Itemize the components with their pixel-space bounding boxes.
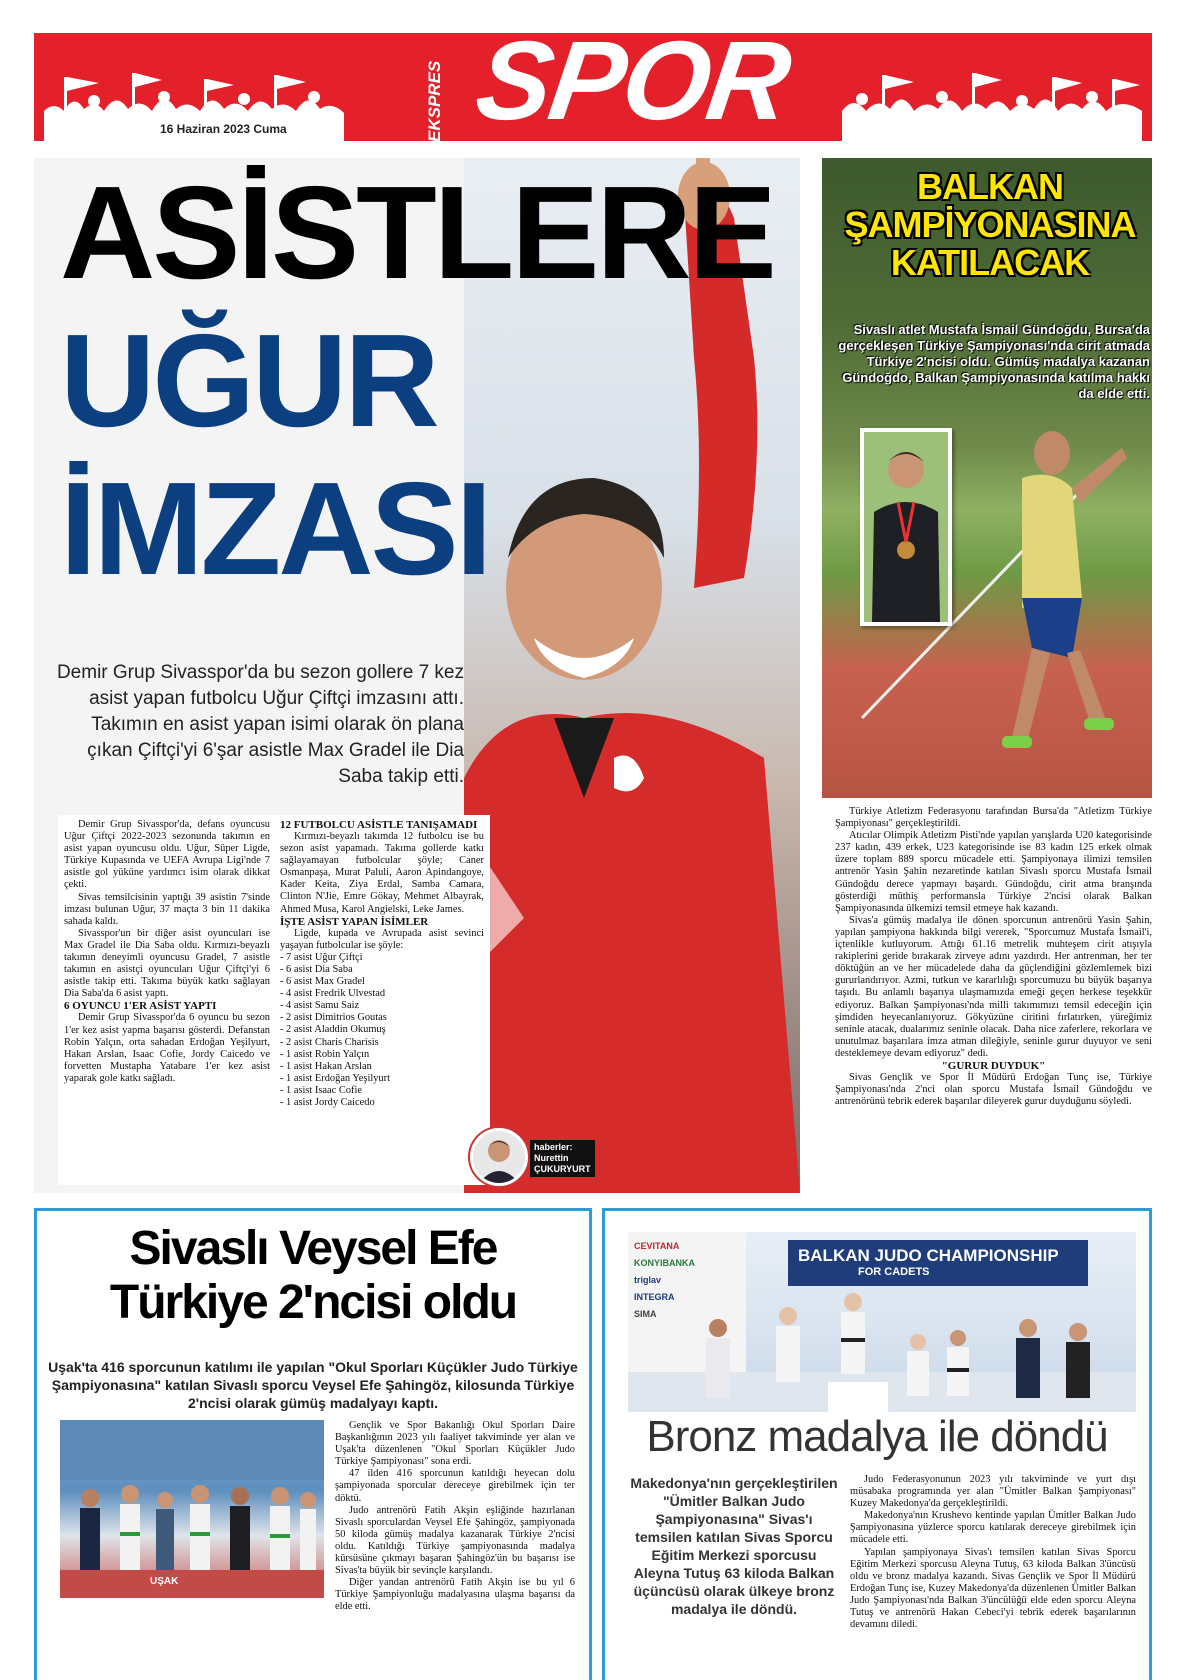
balkan-headline xyxy=(830,168,1150,282)
list-item: - 6 asist Dia Saba xyxy=(280,963,353,975)
list-item: - 1 asist Erdoğan Yeşilyurt xyxy=(280,1072,390,1084)
assist-list xyxy=(280,952,484,1109)
crowd-silhouette-right-icon xyxy=(842,71,1142,141)
photo-banner-text: UŞAK xyxy=(150,1576,179,1587)
paragraph: Sivasspor'un bir diğer asist oyuncuları ise Max Gradel ile Dia Saba oldu. Kırmızı-beyazlı takımın deneyimli oyuncusu Gradel, 7 asistle takımın en asistçi oyuncuları Uğur Çiftçi'yi 6 asistle takip etti. Takıma büyük katkı sağlayan Dia Saba'da 6 asist yaptı. xyxy=(64,927,270,1000)
paragraph: Türkiye Atletizm Federasyonu tarafından Bursa'da "Atletizm Türkiye Şampiyonası" gerçekleştirildi. xyxy=(835,806,1152,830)
list-item: - 1 asist Robin Yalçın xyxy=(280,1048,370,1060)
sponsor-logo: triglav xyxy=(634,1275,662,1285)
brand-ekspres: EKSPRES xyxy=(425,60,444,142)
person-icon xyxy=(473,1131,525,1183)
list-item: - 1 asist Isaac Cofie xyxy=(280,1084,362,1096)
bronz-article-body xyxy=(850,1474,1136,1631)
athlete-portrait xyxy=(860,428,952,626)
paragraph: Demir Grup Sivasspor'da, defans oyuncusu Uğur Çiftçi 2022-2023 sezonunda takımın en asist yapan oyuncusu oldu. Uğur, Süper Ligde, Türkiye Kupasında ve UEFA Avrupa Ligi'nde 7 asistle gol yüküne yardımcı isim olarak dikkat çekti. xyxy=(64,819,270,891)
paragraph: Demir Grup Sivasspor'da 6 oyuncu bu sezon 1'er kez asist yapma başarısı gösterdi. Defanstan Robin Yalçın, orta sahadan Erdoğan Yeşilyurt, Hakan Arslan, Isaac Cofie, Jordy Caicedo ve forvetten Mustapha Yatabare 1'er kez asist yaparak gole katkı sağladı. xyxy=(64,1012,270,1084)
subheading: 6 OYUNCU 1'ER ASİST YAPTI xyxy=(64,1000,217,1013)
list-item: - 2 asist Charis Charisis xyxy=(280,1036,379,1048)
reporter-tag xyxy=(530,1140,595,1177)
section-logo: SPOR xyxy=(469,18,797,143)
headline-line-2: UĞUR xyxy=(60,307,437,454)
sponsor-logo: INTEGRA xyxy=(634,1292,675,1302)
main-subheadline: Demir Grup Sivasspor'da bu sezon gollere 7 kez asist yapan futbolcu Uğur Çiftçi imzasını attı. Takımın en asist yapan isimi olarak ön plana çıkan Çiftçi'yi 6'şar asistle Max Gradel ile Dia Saba takip etti. xyxy=(56,662,464,787)
veysel-headline-line: Sivaslı Veysel Efe xyxy=(129,1222,497,1275)
paragraph: Judo Federasyonunun 2023 yılı takviminde ve yurt dışı müsabaka programında yer alan "Ümitler Balkan Şampiyonası" Kuzey Makedonya'da gerçekleştirildi. xyxy=(850,1474,1136,1510)
veysel-subheadline: Uşak'ta 416 sporcunun katılımı ile yapılan "Okul Sporları Küçükler Judo Türkiye Şampiyonasına" katılan Sivaslı sporcu Veysel Efe Şahingöz, kilosunda Türkiye 2'ncisi olarak gümüş madalyayı kaptı. xyxy=(48,1359,578,1411)
judo-team-photo xyxy=(60,1420,324,1598)
paragraph: Kırmızı-beyazlı takımda 12 futbolcu ise bu sezon asist yapamadı. Takıma gollerde katkı sağlayamayan futbolcular şöyle; Caner Osmanpaşa, Murat Paluli, Aaron Apindangoye, Kader Keita, Ziya Erdal, Samba Camara, Clinton N'Jie, Emre Gökay, Mehmet Albayrak, Ahmed Musa, Karol Angielski, Leke James. xyxy=(280,831,484,915)
reporter-name: Nurettin xyxy=(534,1153,569,1163)
main-article-body xyxy=(58,815,490,1185)
list-item: - 4 asist Fredrik Ulvestad xyxy=(280,988,386,1000)
veysel-headline-line: Türkiye 2'ncisi oldu xyxy=(109,1276,517,1329)
sponsor-logo: CEVITANA xyxy=(634,1241,680,1251)
balkan-subheadline: Sivaslı atlet Mustafa İsmail Gündoğdu, Bursa'da gerçekleşen Türkiye Şampiyonası'nda cirit atmada Türkiye 2'ncisi oldu. Gümüş madalya kazanan Gündoğdo, Balkan Şampiyonasında katılma hakkı da elde etti. xyxy=(838,322,1150,401)
balkan-headline-line: KATILACAK xyxy=(890,242,1090,283)
footballer-figure-icon xyxy=(464,158,800,1193)
list-item: - 6 asist Max Gradel xyxy=(280,976,365,988)
bronz-subheadline: Makedonya'nın gerçekleştirilen "Ümitler Balkan Judo Şampiyonasına" Sivas'ı temsilen katılan Sivas Sporcu Eğitim Merkezi sporcusu Aleyna Tutuş 63 kiloda Balkan üçüncüsü olarak ülkeye bronz madalya ile döndü. xyxy=(630,1475,838,1617)
list-item: - 1 asist Jordy Caicedo xyxy=(280,1096,375,1108)
paragraph: Diğer yandan antrenörü Fatih Akşin ise bu yıl 6 Türkiye Şampiyonluğu madalyasına ulaşma başarısı da elde etti. xyxy=(335,1577,575,1613)
photo-banner-text: BALKAN JUDO CHAMPIONSHIP xyxy=(798,1246,1059,1265)
paragraph: Judo antrenörü Fatih Akşin eşliğinde hazırlanan Sivaslı sporculardan Veysel Efe Şahingöz, şampiyonada 50 kiloda gümüş madalya kazanarak Türkiye 2'ncisi oldu. Katıldığı Türkiye şampiyonasında madalya kürsüsüne çıkmayı başaran Şahingöz'ün bu başarısı ise Sivas'ta büyük bir sevinçle karşılandı. xyxy=(335,1504,575,1577)
list-item: - 7 asist Uğur Çiftçi xyxy=(280,951,363,963)
paragraph: Gençlik ve Spor Bakanlığı Okul Sporları Daire Başkanlığının 2023 yılı faaliyet takviminde yer alan ve Uşak'ta düzenlenen "Okul Sporları Küçükler Judo Türkiye Şampiyonası" sona erdi. xyxy=(335,1420,575,1468)
paragraph: Sivas'a gümüş madalya ile dönen sporcunun antrenörü Yasin Şahin, yapılan şampiyona hakkında bilgi vererek, "Sporcumuz Mustafa İsmail'i, içtenlikle kutluyorum. Attığı 61.16 metrelik muhteşem cirit atışıyla rakiplerini geride bırakarak zirveye adını yazdırdı. Her antrenman, her ter döktüğün an ve her mücadelede daha da güçlendiğini gözlemlemek bizi gururlandırıyor. Azmi, tutkun ve kararlılığı sporcumuzu bu büyük başarıya taşıdı. Bu anlamlı başarıya ulaşmamızda emeği geçen herkese teşekkür ediyoruz. Balkan Şampiyonası'nda milli takımımızı temsil edeceğin için şimdiden heyecanlanıyoruz. Gökyüzüne ciritini fırlatırken, yüreğimiz seninle atacak, dualarımız seninle olacak. Daha nice zaferlere, rekorlara ve unutulmaz başarılara imza atman dileğiyle, seninle gurur duyuyor ve seni desteklemeye devam ediyoruz" dedi. xyxy=(835,914,1152,1059)
subheading: "GURUR DUYDUK" xyxy=(941,1059,1046,1072)
headline-line-1: ASİSTLERE xyxy=(60,159,774,306)
veysel-article-body xyxy=(335,1420,575,1614)
veysel-headline xyxy=(34,1222,592,1330)
paragraph: Yapılan şampiyonaya Sivas'ı temsilen katılan Sivas Sporcu Eğitim Merkezi sporcusu Aleyna Tutuş, 63 kiloda Balkan 3'üncüsü oldu ve bronz madalya kazandı. Sivas Gençlik ve Spor İl Müdürü Erdoğan Tunç ise, Kuzey Makedonya'da düzenlenen Ümitler Balkan Judo Şampiyonası'nda Balkan 3'üncülüğü elde eden sporcu Aleyna Tutuş ve antrenörü Hakan Cebeci'yi tebrik ederek başarılarının devamını diledi. xyxy=(850,1546,1136,1631)
list-item: - 2 asist Aladdin Okumuş xyxy=(280,1024,386,1036)
bronz-headline: Bronz madalya ile döndü xyxy=(646,1412,1108,1461)
balkan-headline-line: ŞAMPİYONASINA xyxy=(844,204,1136,245)
balkan-headline-line: BALKAN xyxy=(917,166,1063,207)
paragraph: Atıcılar Olimpik Atletizm Pisti'nde yapılan yarışlarda U20 kategorisinde 237 kadın, 439 erkek, U23 kategorisinde ise 83 kadın 125 erkek olmak üzere toplam 889 sporcu mücadele etti. Şampiyonaya ilimizi temsilen antrenör Yasin Şahin nezaretinde katılan Sivaslı sporcu Mustafa İsmail Gündoğdu derece yapmayı başardı. Gündoğdu, cirit atma branşında gösterdiği müthiş performansla Türkiye 2'ncisi olarak Balkan Şampiyonasında ülkemizi temsil etmeye hak kazandı. xyxy=(835,830,1152,914)
reporter-avatar xyxy=(470,1128,528,1186)
reporter-label: haberler: xyxy=(534,1142,573,1152)
subheading: İŞTE ASİST YAPAN İSİMLER xyxy=(280,915,429,928)
balkan-article-body xyxy=(835,806,1152,1108)
reporter-surname: ÇUKURYURT xyxy=(534,1164,591,1174)
sponsor-logo: SIMA xyxy=(634,1309,657,1319)
paragraph: Sivas Gençlik ve Spor İl Müdürü Erdoğan Tunç ise, Türkiye Şampiyonası'nda 2'nci olan sporcu Mustafa İsmail Gündoğdu ve antrenörünü tebrik ederek başarılar dileyerek gurur duyduğunu söyledi. xyxy=(835,1072,1152,1108)
subheading: 12 FUTBOLCU ASİSTLE TANIŞAMADI xyxy=(280,819,478,831)
reporter-credit xyxy=(470,1128,620,1188)
paragraph: Sivas temsilcisinin yaptığı 39 asistin 7'sinde imzası bulunan Uğur, 37 maçta 3 bin 11 dakika sahada kaldı. xyxy=(64,891,270,927)
paragraph: Ligde, kupada ve Avrupada asist sevinci yaşayan futbolcular ise şöyle: xyxy=(280,927,484,951)
judo-podium-photo xyxy=(628,1232,1136,1412)
issue-date: 16 Haziran 2023 Cuma xyxy=(150,121,297,137)
paragraph: Makedonya'nın Krushevo kentinde yapılan Ümitler Balkan Judo Şampiyonasına yüzlerce sporcu katılarak dereceye girebilmek için mücadele etti. xyxy=(850,1510,1136,1546)
athlete-portrait-icon xyxy=(864,432,948,622)
sponsor-wall xyxy=(634,1238,742,1323)
article-column-1 xyxy=(64,819,270,1085)
list-item: - 1 asist Hakan Arslan xyxy=(280,1060,372,1072)
player-photo xyxy=(464,158,800,1193)
list-item: - 2 asist Dimitrios Goutas xyxy=(280,1012,387,1024)
paragraph: 47 ilden 416 sporcunun katıldığı heyecan dolu şampiyonada sporcular dereceye girebilmek için ter döktü. xyxy=(335,1468,575,1504)
headline-line-3: İMZASI xyxy=(60,455,490,602)
judo-team-icon xyxy=(60,1420,324,1598)
article-column-2 xyxy=(280,819,484,1109)
list-item: - 4 asist Samu Saiz xyxy=(280,1000,360,1012)
photo-banner-subtext: FOR CADETS xyxy=(858,1266,930,1278)
sponsor-logo: KONYIBANKA xyxy=(634,1258,696,1268)
